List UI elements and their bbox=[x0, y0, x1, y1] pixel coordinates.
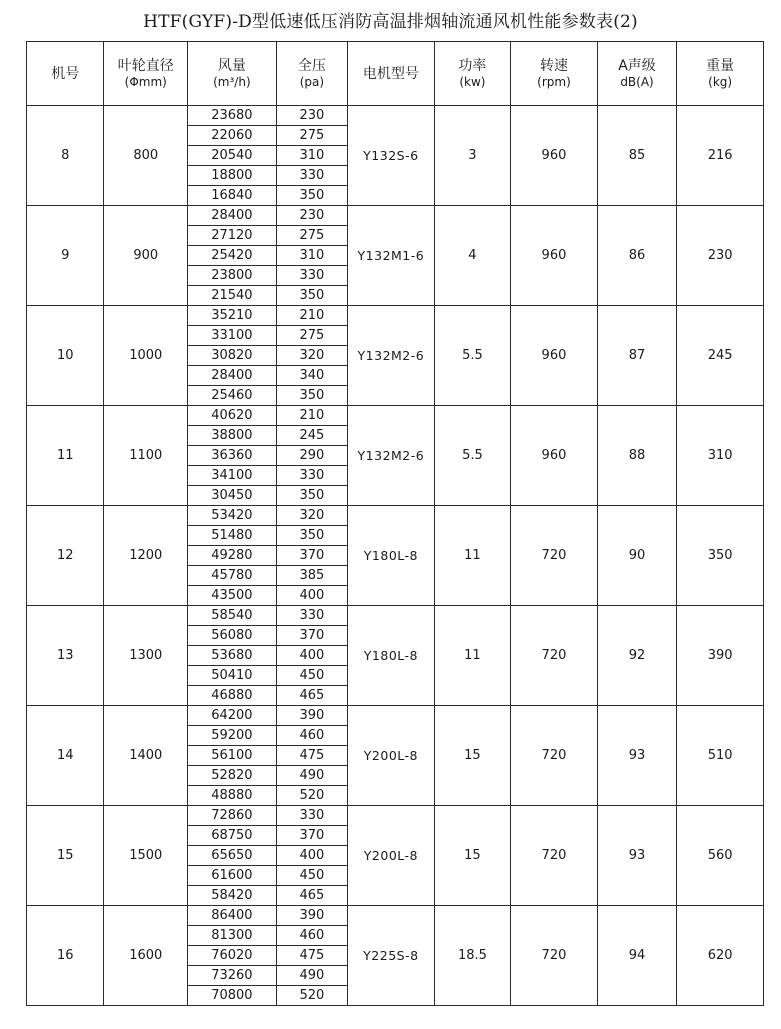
total-pressure-cell: 520 bbox=[276, 986, 347, 1006]
header-impeller-diameter: 叶轮直径 (Φmm) bbox=[104, 42, 188, 106]
air-volume-cell: 38800 bbox=[188, 426, 277, 446]
machine-no-cell: 13 bbox=[27, 606, 104, 706]
noise-level-cell: 92 bbox=[597, 606, 677, 706]
air-volume-cell: 52820 bbox=[188, 766, 277, 786]
total-pressure-cell: 340 bbox=[276, 366, 347, 386]
total-pressure-cell: 465 bbox=[276, 686, 347, 706]
air-volume-cell: 72860 bbox=[188, 806, 277, 826]
air-volume-cell: 68750 bbox=[188, 826, 277, 846]
speed-cell: 720 bbox=[511, 806, 598, 906]
header-weight: 重量 (kg) bbox=[677, 42, 764, 106]
speed-cell: 960 bbox=[511, 206, 598, 306]
air-volume-cell: 50410 bbox=[188, 666, 277, 686]
total-pressure-cell: 330 bbox=[276, 806, 347, 826]
table-row bbox=[27, 906, 764, 926]
weight-cell: 560 bbox=[677, 806, 764, 906]
total-pressure-cell: 390 bbox=[276, 906, 347, 926]
table-row bbox=[27, 806, 764, 826]
motor-model-cell: Y132M1-6 bbox=[348, 206, 435, 306]
weight-cell: 216 bbox=[677, 106, 764, 206]
table-row bbox=[27, 506, 764, 526]
power-cell: 4 bbox=[434, 206, 510, 306]
total-pressure-cell: 310 bbox=[276, 246, 347, 266]
total-pressure-cell: 385 bbox=[276, 566, 347, 586]
total-pressure-cell: 400 bbox=[276, 586, 347, 606]
total-pressure-cell: 350 bbox=[276, 186, 347, 206]
total-pressure-cell: 400 bbox=[276, 646, 347, 666]
total-pressure-cell: 230 bbox=[276, 106, 347, 126]
total-pressure-cell: 330 bbox=[276, 266, 347, 286]
total-pressure-cell: 330 bbox=[276, 466, 347, 486]
total-pressure-cell: 460 bbox=[276, 926, 347, 946]
total-pressure-cell: 390 bbox=[276, 706, 347, 726]
table-title: HTF(GYF)-D型低速低压消防高温排烟轴流通风机性能参数表(2) bbox=[143, 12, 638, 32]
air-volume-cell: 59200 bbox=[188, 726, 277, 746]
speed-cell: 720 bbox=[511, 506, 598, 606]
total-pressure-cell: 350 bbox=[276, 286, 347, 306]
total-pressure-cell: 370 bbox=[276, 626, 347, 646]
air-volume-cell: 23800 bbox=[188, 266, 277, 286]
noise-level-cell: 93 bbox=[597, 806, 677, 906]
speed-cell: 960 bbox=[511, 106, 598, 206]
total-pressure-cell: 245 bbox=[276, 426, 347, 446]
air-volume-cell: 81300 bbox=[188, 926, 277, 946]
noise-level-cell: 86 bbox=[597, 206, 677, 306]
weight-cell: 350 bbox=[677, 506, 764, 606]
total-pressure-cell: 520 bbox=[276, 786, 347, 806]
weight-cell: 310 bbox=[677, 406, 764, 506]
power-cell: 5.5 bbox=[434, 306, 510, 406]
header-power: 功率 (kw) bbox=[434, 42, 510, 106]
noise-level-cell: 88 bbox=[597, 406, 677, 506]
machine-no-cell: 9 bbox=[27, 206, 104, 306]
air-volume-cell: 25460 bbox=[188, 386, 277, 406]
total-pressure-cell: 490 bbox=[276, 766, 347, 786]
header-air-volume: 风量 (m³/h) bbox=[188, 42, 277, 106]
noise-level-cell: 85 bbox=[597, 106, 677, 206]
fan-performance-table bbox=[26, 41, 764, 1006]
header-speed: 转速 (rpm) bbox=[511, 42, 598, 106]
air-volume-cell: 36360 bbox=[188, 446, 277, 466]
table-body bbox=[27, 106, 764, 1006]
total-pressure-cell: 350 bbox=[276, 386, 347, 406]
air-volume-cell: 73260 bbox=[188, 966, 277, 986]
impeller-diameter-cell: 900 bbox=[104, 206, 188, 306]
machine-no-cell: 12 bbox=[27, 506, 104, 606]
header-row bbox=[27, 42, 764, 106]
air-volume-cell: 33100 bbox=[188, 326, 277, 346]
total-pressure-cell: 465 bbox=[276, 886, 347, 906]
total-pressure-cell: 210 bbox=[276, 306, 347, 326]
air-volume-cell: 64200 bbox=[188, 706, 277, 726]
impeller-diameter-cell: 1300 bbox=[104, 606, 188, 706]
air-volume-cell: 21540 bbox=[188, 286, 277, 306]
air-volume-cell: 48880 bbox=[188, 786, 277, 806]
air-volume-cell: 30820 bbox=[188, 346, 277, 366]
machine-no-cell: 14 bbox=[27, 706, 104, 806]
air-volume-cell: 30450 bbox=[188, 486, 277, 506]
total-pressure-cell: 460 bbox=[276, 726, 347, 746]
air-volume-cell: 45780 bbox=[188, 566, 277, 586]
header-machine-no: 机号 bbox=[27, 42, 104, 106]
noise-level-cell: 94 bbox=[597, 906, 677, 1006]
total-pressure-cell: 275 bbox=[276, 126, 347, 146]
air-volume-cell: 58540 bbox=[188, 606, 277, 626]
motor-model-cell: Y132M2-6 bbox=[348, 406, 435, 506]
table-row bbox=[27, 206, 764, 226]
machine-no-cell: 15 bbox=[27, 806, 104, 906]
speed-cell: 720 bbox=[511, 906, 598, 1006]
total-pressure-cell: 370 bbox=[276, 826, 347, 846]
power-cell: 5.5 bbox=[434, 406, 510, 506]
power-cell: 3 bbox=[434, 106, 510, 206]
speed-cell: 720 bbox=[511, 606, 598, 706]
header-total-pressure: 全压 (pa) bbox=[276, 42, 347, 106]
air-volume-cell: 27120 bbox=[188, 226, 277, 246]
table-row bbox=[27, 406, 764, 426]
impeller-diameter-cell: 800 bbox=[104, 106, 188, 206]
total-pressure-cell: 450 bbox=[276, 666, 347, 686]
machine-no-cell: 16 bbox=[27, 906, 104, 1006]
total-pressure-cell: 400 bbox=[276, 846, 347, 866]
air-volume-cell: 76020 bbox=[188, 946, 277, 966]
air-volume-cell: 28400 bbox=[188, 206, 277, 226]
air-volume-cell: 49280 bbox=[188, 546, 277, 566]
weight-cell: 390 bbox=[677, 606, 764, 706]
power-cell: 11 bbox=[434, 506, 510, 606]
total-pressure-cell: 320 bbox=[276, 346, 347, 366]
weight-cell: 510 bbox=[677, 706, 764, 806]
air-volume-cell: 23680 bbox=[188, 106, 277, 126]
power-cell: 18.5 bbox=[434, 906, 510, 1006]
air-volume-cell: 16840 bbox=[188, 186, 277, 206]
air-volume-cell: 65650 bbox=[188, 846, 277, 866]
total-pressure-cell: 310 bbox=[276, 146, 347, 166]
total-pressure-cell: 210 bbox=[276, 406, 347, 426]
air-volume-cell: 53680 bbox=[188, 646, 277, 666]
motor-model-cell: Y200L-8 bbox=[348, 706, 435, 806]
impeller-diameter-cell: 1400 bbox=[104, 706, 188, 806]
total-pressure-cell: 350 bbox=[276, 486, 347, 506]
total-pressure-cell: 490 bbox=[276, 966, 347, 986]
total-pressure-cell: 350 bbox=[276, 526, 347, 546]
air-volume-cell: 22060 bbox=[188, 126, 277, 146]
air-volume-cell: 46880 bbox=[188, 686, 277, 706]
power-cell: 11 bbox=[434, 606, 510, 706]
air-volume-cell: 43500 bbox=[188, 586, 277, 606]
machine-no-cell: 11 bbox=[27, 406, 104, 506]
power-cell: 15 bbox=[434, 806, 510, 906]
air-volume-cell: 28400 bbox=[188, 366, 277, 386]
impeller-diameter-cell: 1200 bbox=[104, 506, 188, 606]
speed-cell: 960 bbox=[511, 306, 598, 406]
motor-model-cell: Y200L-8 bbox=[348, 806, 435, 906]
total-pressure-cell: 475 bbox=[276, 746, 347, 766]
impeller-diameter-cell: 1600 bbox=[104, 906, 188, 1006]
air-volume-cell: 58420 bbox=[188, 886, 277, 906]
total-pressure-cell: 450 bbox=[276, 866, 347, 886]
table-row bbox=[27, 106, 764, 126]
impeller-diameter-cell: 1100 bbox=[104, 406, 188, 506]
total-pressure-cell: 275 bbox=[276, 226, 347, 246]
header-noise-level: A声级 dB(A) bbox=[597, 42, 677, 106]
air-volume-cell: 20540 bbox=[188, 146, 277, 166]
air-volume-cell: 25420 bbox=[188, 246, 277, 266]
noise-level-cell: 90 bbox=[597, 506, 677, 606]
air-volume-cell: 18800 bbox=[188, 166, 277, 186]
total-pressure-cell: 475 bbox=[276, 946, 347, 966]
total-pressure-cell: 330 bbox=[276, 606, 347, 626]
table-row bbox=[27, 306, 764, 326]
air-volume-cell: 34100 bbox=[188, 466, 277, 486]
machine-no-cell: 10 bbox=[27, 306, 104, 406]
air-volume-cell: 51480 bbox=[188, 526, 277, 546]
total-pressure-cell: 290 bbox=[276, 446, 347, 466]
table-row bbox=[27, 606, 764, 626]
air-volume-cell: 86400 bbox=[188, 906, 277, 926]
motor-model-cell: Y132S-6 bbox=[348, 106, 435, 206]
air-volume-cell: 56100 bbox=[188, 746, 277, 766]
speed-cell: 720 bbox=[511, 706, 598, 806]
total-pressure-cell: 370 bbox=[276, 546, 347, 566]
weight-cell: 245 bbox=[677, 306, 764, 406]
motor-model-cell: Y180L-8 bbox=[348, 506, 435, 606]
air-volume-cell: 70800 bbox=[188, 986, 277, 1006]
impeller-diameter-cell: 1000 bbox=[104, 306, 188, 406]
motor-model-cell: Y132M2-6 bbox=[348, 306, 435, 406]
noise-level-cell: 93 bbox=[597, 706, 677, 806]
air-volume-cell: 61600 bbox=[188, 866, 277, 886]
air-volume-cell: 40620 bbox=[188, 406, 277, 426]
motor-model-cell: Y180L-8 bbox=[348, 606, 435, 706]
total-pressure-cell: 275 bbox=[276, 326, 347, 346]
weight-cell: 620 bbox=[677, 906, 764, 1006]
speed-cell: 960 bbox=[511, 406, 598, 506]
impeller-diameter-cell: 1500 bbox=[104, 806, 188, 906]
motor-model-cell: Y225S-8 bbox=[348, 906, 435, 1006]
table-row bbox=[27, 706, 764, 726]
total-pressure-cell: 230 bbox=[276, 206, 347, 226]
header-motor-model: 电机型号 bbox=[348, 42, 435, 106]
air-volume-cell: 56080 bbox=[188, 626, 277, 646]
total-pressure-cell: 320 bbox=[276, 506, 347, 526]
noise-level-cell: 87 bbox=[597, 306, 677, 406]
air-volume-cell: 35210 bbox=[188, 306, 277, 326]
total-pressure-cell: 330 bbox=[276, 166, 347, 186]
power-cell: 15 bbox=[434, 706, 510, 806]
weight-cell: 230 bbox=[677, 206, 764, 306]
machine-no-cell: 8 bbox=[27, 106, 104, 206]
air-volume-cell: 53420 bbox=[188, 506, 277, 526]
